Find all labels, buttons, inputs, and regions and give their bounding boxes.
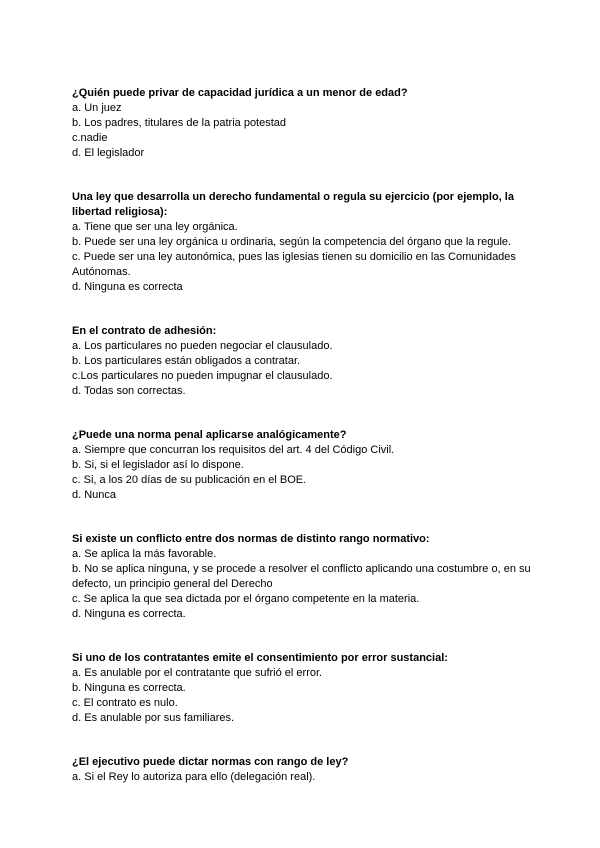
question-5-title: Si existe un conflicto entre dos normas de distinto rango normativo: bbox=[72, 533, 430, 545]
question-3 bbox=[72, 324, 532, 399]
question-1-option-d: d. El legislador bbox=[72, 147, 145, 159]
question-5-option-b: b. No se aplica ninguna, y se procede a resolver el conflicto aplicando una costumbre o, en su defecto, un principio general del Derecho bbox=[72, 563, 531, 590]
question-2-option-d: d. Ninguna es correcta bbox=[72, 281, 183, 293]
question-2-title: Una ley que desarrolla un derecho fundamental o regula su ejercicio (por ejemplo, la libertad religiosa): bbox=[72, 191, 514, 218]
question-1-option-a: a. Un juez bbox=[72, 102, 122, 114]
question-3-option-d: d. Todas son correctas. bbox=[72, 385, 186, 397]
question-6 bbox=[72, 651, 532, 726]
question-5-option-a: a. Se aplica la más favorable. bbox=[72, 548, 217, 560]
question-7-option-a: a. Si el Rey lo autoriza para ello (delegación real). bbox=[72, 771, 316, 783]
question-3-option-c: c.Los particulares no pueden impugnar el clausulado. bbox=[72, 370, 333, 382]
question-2-option-b: b. Puede ser una ley orgánica u ordinaria, según la competencia del órgano que la regule. bbox=[72, 236, 512, 248]
question-3-title: En el contrato de adhesión: bbox=[72, 325, 217, 337]
document-content bbox=[72, 86, 532, 785]
question-4-option-b: b. Si, si el legislador así lo dispone. bbox=[72, 459, 244, 471]
question-1-option-c: c.nadie bbox=[72, 132, 108, 144]
question-6-option-b: b. Ninguna es correcta. bbox=[72, 682, 186, 694]
question-4-option-a: a. Siempre que concurran los requisitos del art. 4 del Código Civil. bbox=[72, 444, 395, 456]
question-7 bbox=[72, 755, 532, 785]
question-4-option-c: c. Si, a los 20 días de su publicación en el BOE. bbox=[72, 474, 307, 486]
question-2-option-a: a. Tiene que ser una ley orgánica. bbox=[72, 221, 238, 233]
question-7-title: ¿El ejecutivo puede dictar normas con rango de ley? bbox=[72, 756, 349, 768]
question-4 bbox=[72, 428, 532, 503]
question-5-option-c: c. Se aplica la que sea dictada por el órgano competente en la materia. bbox=[72, 593, 420, 605]
question-2-option-c: c. Puede ser una ley autonómica, pues las iglesias tienen su domicilio en las Comunidades Autónomas. bbox=[72, 251, 516, 278]
question-5 bbox=[72, 532, 532, 622]
question-1-title: ¿Quién puede privar de capacidad jurídica a un menor de edad? bbox=[72, 87, 408, 99]
question-6-option-d: d. Es anulable por sus familiares. bbox=[72, 712, 235, 724]
question-6-option-a: a. Es anulable por el contratante que sufrió el error. bbox=[72, 667, 323, 679]
question-3-option-b: b. Los particulares están obligados a contratar. bbox=[72, 355, 301, 367]
question-6-title: Si uno de los contratantes emite el consentimiento por error sustancial: bbox=[72, 652, 448, 664]
question-1 bbox=[72, 86, 532, 161]
question-2 bbox=[72, 190, 532, 295]
question-4-title: ¿Puede una norma penal aplicarse analógicamente? bbox=[72, 429, 347, 441]
question-4-option-d: d. Nunca bbox=[72, 489, 117, 501]
question-5-option-d: d. Ninguna es correcta. bbox=[72, 608, 186, 620]
question-1-option-b: b. Los padres, titulares de la patria potestad bbox=[72, 117, 287, 129]
question-6-option-c: c. El contrato es nulo. bbox=[72, 697, 178, 709]
question-3-option-a: a. Los particulares no pueden negociar el clausulado. bbox=[72, 340, 333, 352]
